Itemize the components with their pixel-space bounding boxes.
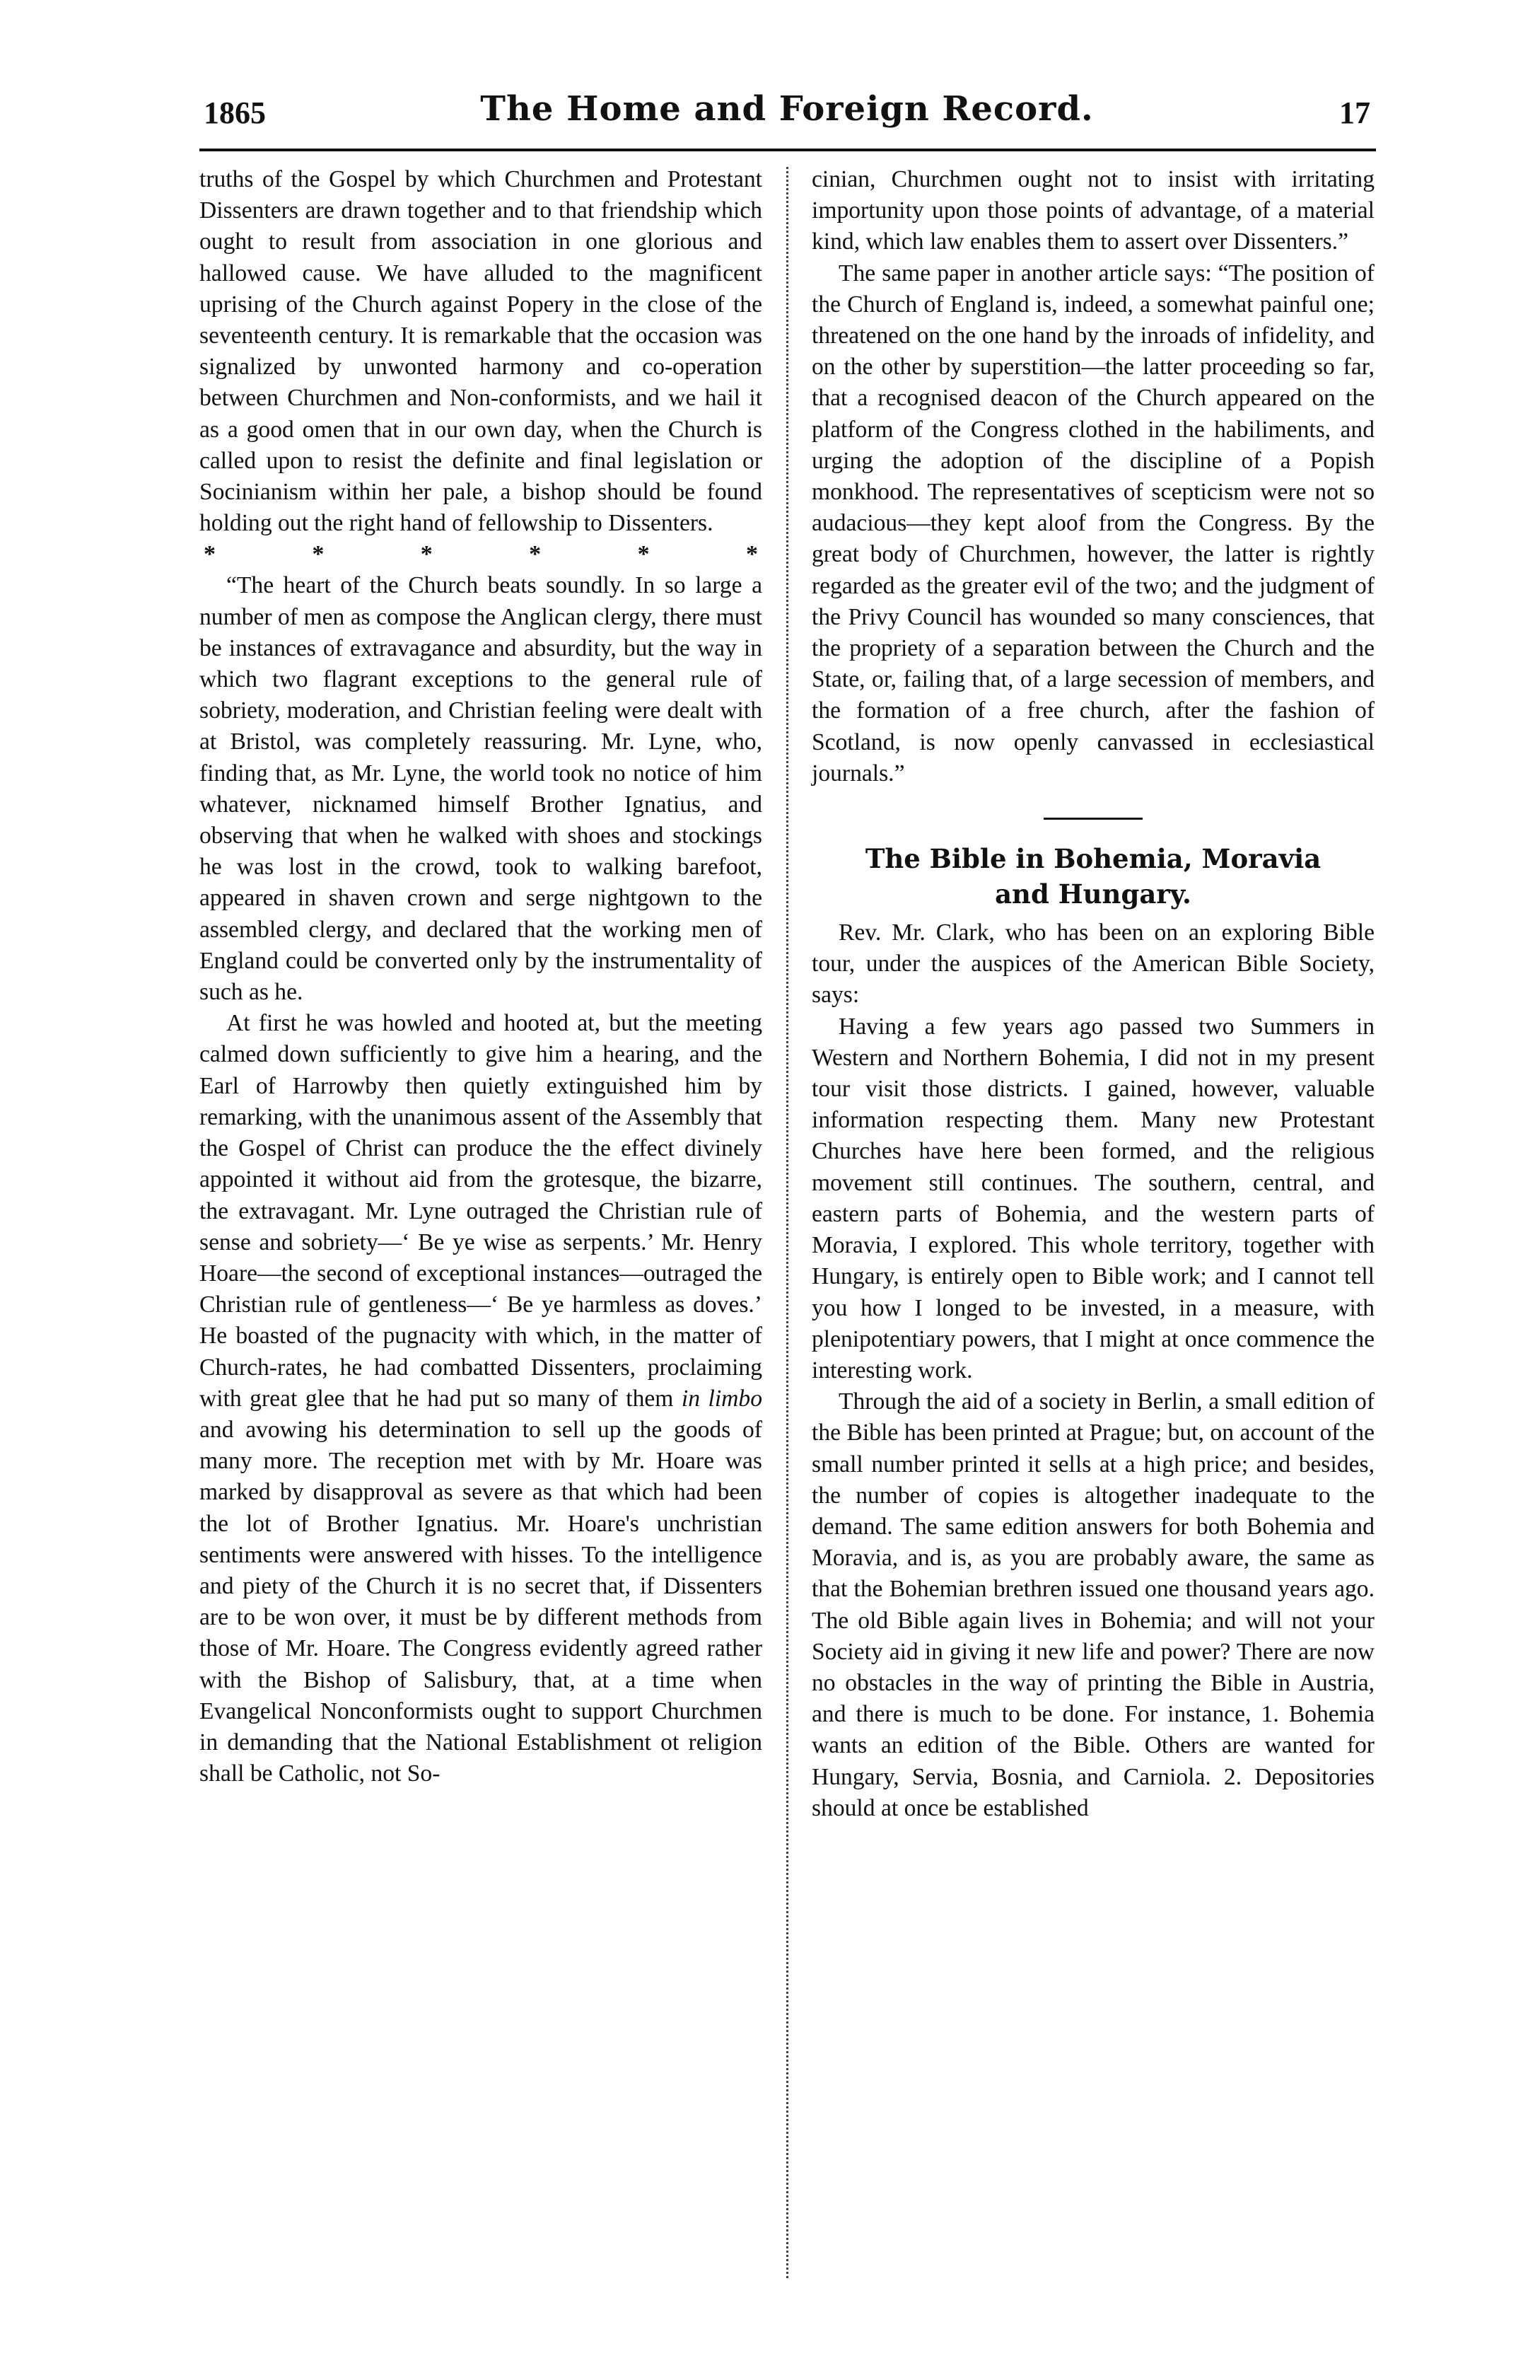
paragraph-text: At first he was howled and hooted at, but the meeting calmed down sufficiently to give him a hearing, and the Earl of Harrowby then quietly extinguished him by remarking, with the unanimous assent of the Assembly that the Gospel of Christ can produce the the effect divinely appointed it without aid from the grotesque, the bizarre, the extravagant. Mr. Lyne outraged the Christian rule of sense and sobriety—‘ Be ye wise as serpents.’ Mr. Henry Hoare—the second of exceptional instances—outraged the Christian rule of gentleness—‘ Be ye harmless as doves.’ He boasted of the pugnacity with which, in the matter of Church-rates, he had combatted Dissenters, proclaiming with great glee that he had put so many of them bbox=[199, 1010, 762, 1412]
paragraph: cinian, Churchmen ought not to insist with irritating importunity upon those points of advantage, of a material kind, which law enables them to assert over Dissenters.” bbox=[812, 166, 1375, 255]
paragraph: truths of the Gospel by which Churchmen and Protestant Dissenters are drawn together and to that friendship which ought to result from association in one glorious and hallowed cause. We have alluded to the magnificent uprising of the Church against Popery in the close of the seventeenth century. It is remarkable that the occasion was signalized by unwonted harmony and co-operation between Churchmen and Non-conformists, and we hail it as a good omen that in our own day, when the Church is called upon to resist the definite and final legislation or Socinianism within her pale, a bishop should be found holding out the right hand of fellowship to Dissenters. bbox=[199, 166, 762, 537]
star: * bbox=[637, 541, 650, 568]
running-header bbox=[204, 83, 1370, 140]
paragraph-text: and avowing his determination to sell up the goods of many more. The reception met with by Mr. Hoare was marked by disapproval as severe as that which had been the lot of Brother Ignatius. Mr. Hoare's unchristian sentiments were answered with hisses. To the intelligence and piety of the Church it is no secret that, if Dissenters are to be won over, it must be by different methods from those of Mr. Hoare. The Congress evidently agreed rather with the Bishop of Salisbury, that, at a time when Evangelical Nonconformists ought to support Churchmen in demanding that the National Establishment ot religion shall be Catholic, not So- bbox=[199, 1416, 762, 1787]
star: * bbox=[204, 541, 216, 568]
header-year: 1865 bbox=[204, 95, 266, 130]
paragraph: Through the aid of a society in Berlin, a small edition of the Bible has been printed at Prague; but, on account of the small number printed it sells at a high price; and besides, the number of copies is altogether inadequate to the demand. The same edition answers for both Bohemia and Moravia, and is, as you are probably aware, the same as that the Bohemian brethren issued one thousand years ago. The old Bible again lives in Bohemia; and will not your Society aid in giving it new life and power? There are now no obstacles in the way of printing the Bible in Austria, and there is much to be done. For instance, 1. Bohemia wants an edition of the Bible. Others are wanted for Hungary, Servia, Bosnia, and Carniola. 2. Depositories should at once be established bbox=[812, 1388, 1375, 1821]
star: * bbox=[529, 541, 542, 568]
journal-title: The Home and Foreign Record. bbox=[480, 89, 1094, 129]
section-break-stars bbox=[199, 539, 762, 570]
heading-line: and Hungary. bbox=[995, 878, 1191, 910]
italic-phrase: in limbo bbox=[681, 1385, 762, 1412]
paragraph: Having a few years ago passed two Summers in Western and Northern Bohemia, I did not in my present tour visit those districts. I gained, however, valuable information respecting them. Many new Protestant Churches have here been formed, and the religious movement still continues. The southern, central, and eastern parts of Bohemia, and the western parts of Moravia, I explored. This whole territory, together with Hungary, is entirely open to Bible work; and I cannot tell you how I longed to be invested, in a measure, with plenipotentiary powers, that I might at once commence the interesting work. bbox=[812, 1013, 1375, 1383]
heading-line: The Bible in Bohemia, Moravia bbox=[865, 843, 1322, 875]
page-number: 17 bbox=[1339, 95, 1370, 130]
right-column bbox=[812, 164, 1375, 1824]
paragraph: The same paper in another article says: “The position of the Church of England is, indeed, a somewhat painful one; threatened on the one hand by the inroads of infidelity, and on the other by superstition—the latter proceeding so far, that a recognised deacon of the Church appeared on the platform of the Congress clothed in the habiliments, and urging the adoption of the discipline of a Popish monkhood. The representatives of scepticism were not so audacious—they kept aloof from the Congress. By the great body of Churchmen, however, the latter is rightly regarded as the greater evil of the two; and the judgment of the Privy Council has wounded so many consciences, that the propriety of a separation between the Church and the State, or, failing that, of a large secession of members, and the formation of a free church, after the fashion of Scotland, is now openly canvassed in ecclesiastical journals.” bbox=[812, 260, 1375, 786]
paragraph bbox=[199, 1008, 762, 1789]
star: * bbox=[745, 541, 758, 568]
section-rule bbox=[1044, 818, 1143, 820]
paragraph: “The heart of the Church beats soundly. In so large a number of men as compose the Anglican clergy, there must be instances of extravagance and absurdity, but the way in which two flagrant exceptions to the general rule of sobriety, moderation, and Christian feeling were dealt with at Bristol, was completely reassuring. Mr. Lyne, who, finding that, as Mr. Lyne, the world took no notice of him whatever, nicknamed himself Brother Ignatius, and observing that when he walked with shoes and stockings he was lost in the crowd, took to walking barefoot, appeared in shaven crown and serge nightgown to the assembled clergy, and declared that the working men of England could be converted only by the instrumentality of such as he. bbox=[199, 572, 762, 1006]
column-divider bbox=[786, 167, 788, 2278]
header-rule bbox=[199, 149, 1376, 151]
star: * bbox=[312, 541, 325, 568]
paragraph: Rev. Mr. Clark, who has been on an exploring Bible tour, under the auspices of the American Bible Society, says: bbox=[812, 919, 1375, 1009]
left-column bbox=[199, 164, 762, 1789]
section-heading bbox=[812, 841, 1375, 912]
star: * bbox=[420, 541, 433, 568]
